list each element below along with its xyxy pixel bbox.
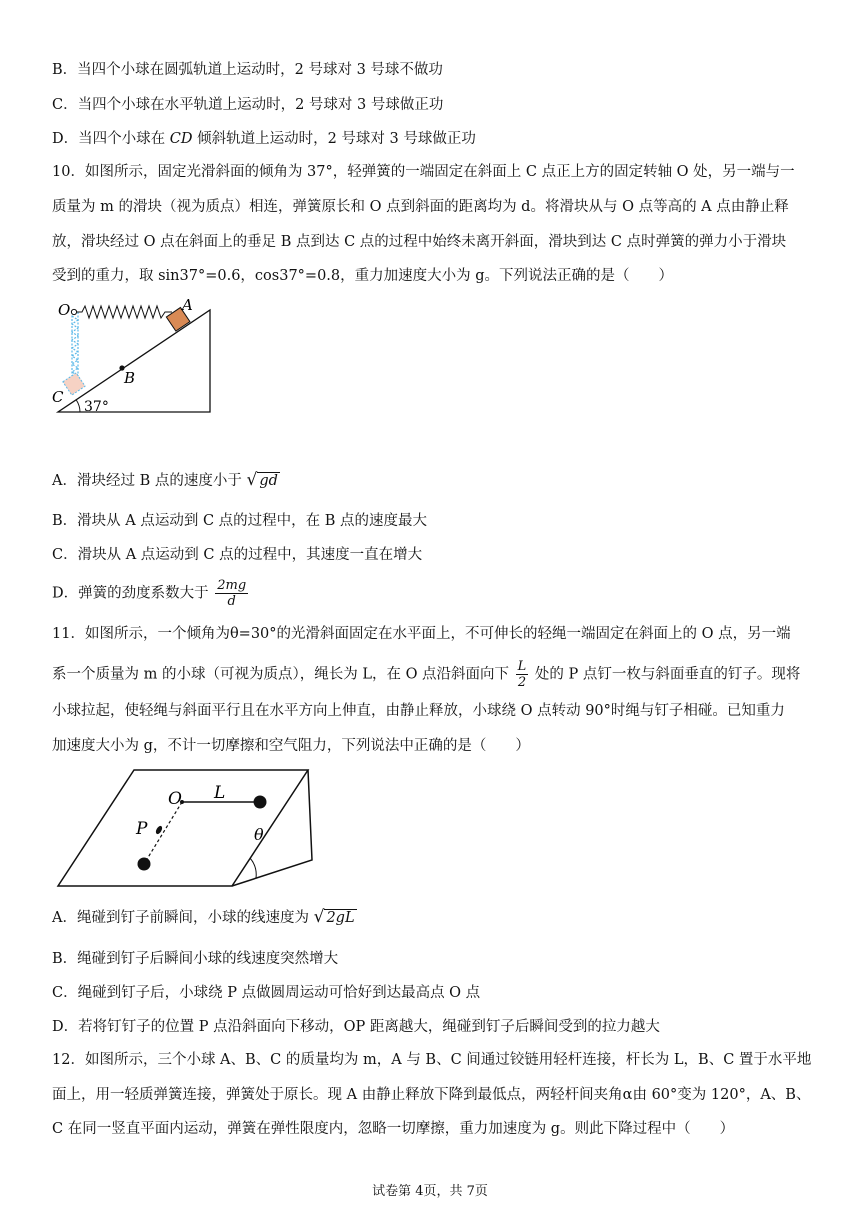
q11-fraction-denominator: 2 xyxy=(517,675,527,690)
q11-option-a xyxy=(52,907,357,928)
q11-label-theta: θ xyxy=(254,825,264,844)
q10-option-a-radicand: gd xyxy=(259,473,278,489)
q10-option-d-text: D．弹簧的劲度系数大于 xyxy=(52,585,214,602)
q9-option-d-cd: CD xyxy=(169,131,193,147)
q10-label-a: A xyxy=(182,296,193,314)
q11-option-a-sqrt: √ 2gL xyxy=(313,907,355,927)
q10-stem-line-2: 质量为 m 的滑块（视为质点）相连，弹簧原长和 O 点到斜面的距离均为 d。将滑块从与 O 点等高的 A 点由静止释 xyxy=(52,199,789,215)
q9-option-c: C．当四个小球在水平轨道上运动时，2 号球对 3 号球做正功 xyxy=(52,97,444,113)
q11-stem-line-2b: 处的 P 点钉一枚与斜面垂直的钉子。现将 xyxy=(530,666,801,683)
q11-label-l: L xyxy=(214,783,226,803)
q9-option-d xyxy=(52,129,476,149)
q11-stem-line-2a: 系一个质量为 m 的小球（可视为质点），绳长为 L，在 O 点沿斜面向下 xyxy=(52,666,514,683)
q10-option-a-text: A．滑块经过 B 点的速度小于 xyxy=(52,473,247,489)
q11-label-o: O xyxy=(168,789,182,809)
q10-option-d xyxy=(52,578,250,609)
q11-option-a-text: A．绳碰到钉子前瞬间，小球的线速度为 xyxy=(52,910,314,926)
q10-label-angle: 37° xyxy=(84,399,109,415)
q10-figure-incline-spring xyxy=(52,296,222,421)
q10-option-a xyxy=(52,470,280,491)
q11-stem-line-2 xyxy=(52,659,800,690)
q10-option-b: B．滑块从 A 点运动到 C 点的过程中，在 B 点的速度最大 xyxy=(52,513,428,529)
q11-option-c: C．绳碰到钉子后，小球绕 P 点做圆周运动可恰好到达最高点 O 点 xyxy=(52,985,481,1001)
q10-option-a-sqrt: √ gd xyxy=(246,470,278,490)
q11-label-p: P xyxy=(136,819,148,839)
q10-option-d-fraction xyxy=(215,578,248,609)
q10-label-c: C xyxy=(52,388,64,406)
q11-figure-incline-plane xyxy=(54,768,318,892)
q10-option-c: C．滑块从 A 点运动到 C 点的过程中，其速度一直在增大 xyxy=(52,547,423,563)
q11-option-d: D．若将钉钉子的位置 P 点沿斜面向下移动，OP 距离越大，绳碰到钉子后瞬间受到的拉力越大 xyxy=(52,1019,660,1035)
q11-stem-fraction xyxy=(516,659,529,690)
q11-stem-line-4: 加速度大小为 g，不计一切摩擦和空气阻力，下列说法中正确的是（ ） xyxy=(52,738,530,754)
q11-stem-line-3: 小球拉起，使轻绳与斜面平行且在水平方向上伸直，由静止释放，小球绕 O 点转动 90°时绳与钉子相碰。已知重力 xyxy=(52,703,785,719)
q9-option-d-post: 倾斜轨道上运动时，2 号球对 3 号球做正功 xyxy=(192,131,476,147)
q12-stem-line-3: C 在同一竖直平面内运动，弹簧在弹性限度内，忽略一切摩擦，重力加速度为 g。则此下降过程中（ ） xyxy=(52,1121,735,1137)
q12-stem-line-1: 12．如图所示，三个小球 A、B、C 的质量均为 m，A 与 B、C 间通过铰链用轻杆连接，杆长为 L，B、C 置于水平地 xyxy=(52,1052,812,1068)
q10-label-b: B xyxy=(124,369,136,387)
q10-option-d-denominator: d xyxy=(227,594,236,609)
q10-stem-line-1: 10．如图所示，固定光滑斜面的倾角为 37°，轻弹簧的一端固定在斜面上 C 点正上方的固定转轴 O 处，另一端与一 xyxy=(52,164,795,180)
q11-option-b: B．绳碰到钉子后瞬间小球的线速度突然增大 xyxy=(52,951,339,967)
q9-option-d-pre: D．当四个小球在 xyxy=(52,131,170,147)
q11-option-a-radicand: 2gL xyxy=(326,910,355,926)
page-footer: 试卷第 4页，共 7页 xyxy=(372,1184,488,1199)
q12-stem-line-2: 面上，用一轻质弹簧连接，弹簧处于原长。现 A 由静止释放下降到最低点，两轻杆间夹角α由 60°变为 120°，A、B、 xyxy=(52,1087,811,1103)
q11-stem-line-1: 11．如图所示，一个倾角为θ=30°的光滑斜面固定在水平面上，不可伸长的轻绳一端固定在斜面上的 O 点，另一端 xyxy=(52,626,791,642)
q11-fraction-numerator: L xyxy=(517,659,527,674)
q10-option-d-numerator: 2mg xyxy=(217,578,247,593)
q10-label-o: O xyxy=(58,301,71,319)
q9-option-b: B．当四个小球在圆弧轨道上运动时，2 号球对 3 号球不做功 xyxy=(52,62,443,78)
q10-stem-line-3: 放，滑块经过 O 点在斜面上的垂足 B 点到达 C 点的过程中始终未离开斜面，滑块到达 C 点时弹簧的弹力小于滑块 xyxy=(52,234,787,250)
q10-stem-line-4: 受到的重力，取 sin37°=0.6，cos37°=0.8，重力加速度大小为 g。下列说法正确的是（ ） xyxy=(52,268,674,284)
